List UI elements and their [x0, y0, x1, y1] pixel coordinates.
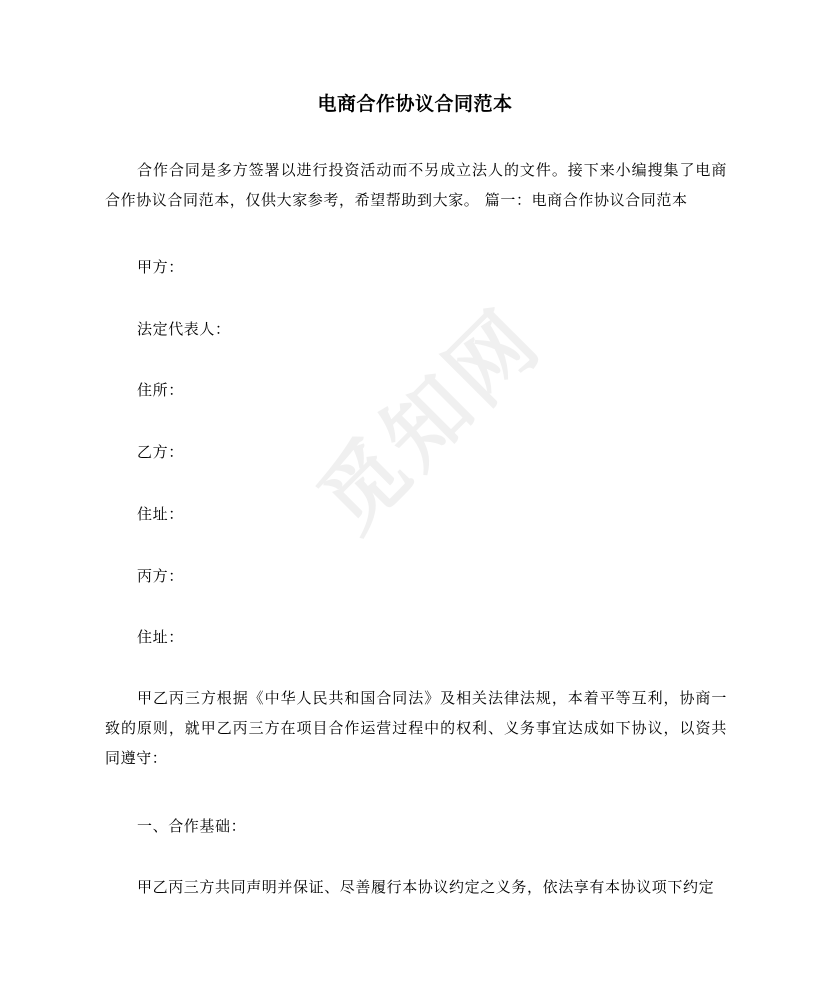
watermark: 觅知网: [299, 289, 561, 551]
section-1-body: 甲乙丙三方共同声明并保证、尽善履行本协议约定之义务，依法享有本协议项下约定: [137, 878, 715, 896]
document-title: 电商合作协议合同范本: [317, 93, 513, 115]
preamble-paragraph: 甲乙丙三方根据《中华人民共和国合同法》及相关法律法规，本着平等互利，协商一致的原则，就甲乙丙三方在项目合作运营过程中的权利、义务事宜达成如下协议，以资共同遵守：: [105, 689, 727, 767]
section-1-heading: 一、合作基础：: [137, 817, 247, 835]
party-c-label: 丙方：: [137, 567, 184, 585]
residence-label: 住所：: [137, 381, 184, 399]
party-b-address-label: 住址：: [137, 505, 184, 523]
party-a-label: 甲方：: [137, 258, 184, 276]
intro-paragraph: 合作合同是多方签署以进行投资活动而不另成立法人的文件。接下来小编搜集了电商合作协议合同范本，仅供大家参考，希望帮助到大家。 篇一：电商合作协议合同范本: [105, 161, 727, 209]
party-b-label: 乙方：: [137, 443, 184, 461]
party-c-address-label: 住址：: [137, 628, 184, 646]
legal-representative-label: 法定代表人：: [137, 320, 231, 338]
